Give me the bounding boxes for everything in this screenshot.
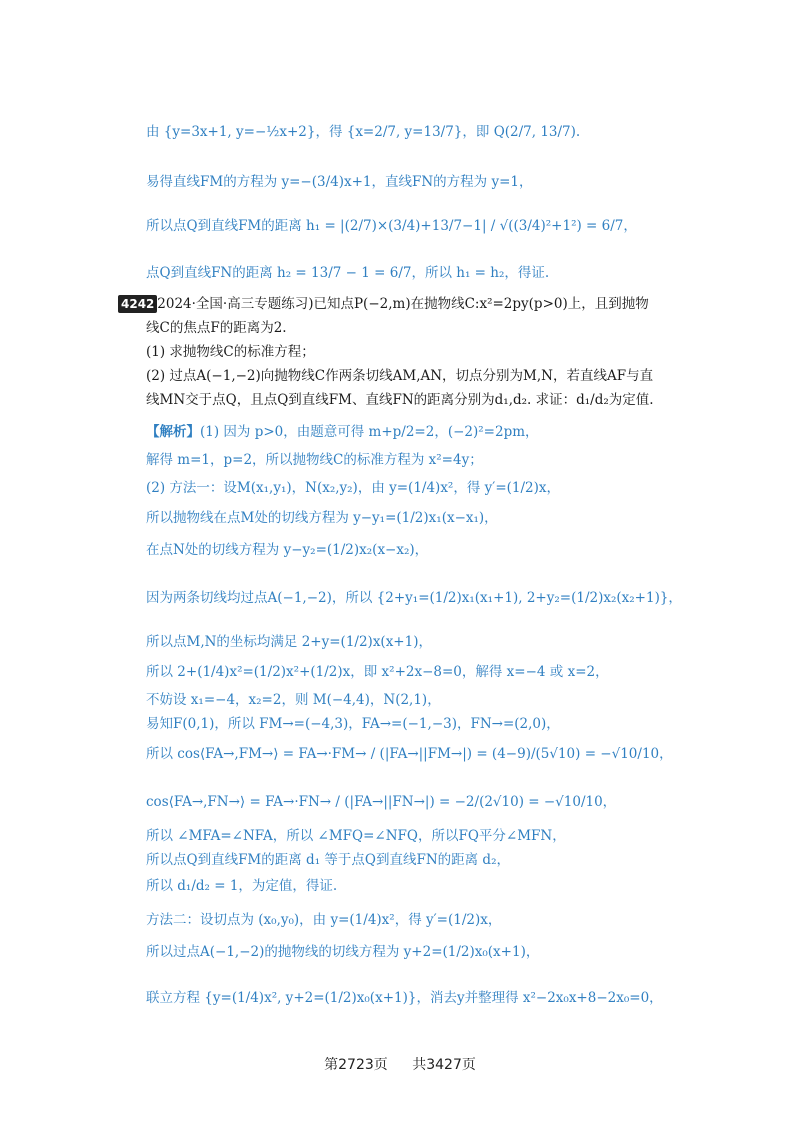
- analysis-line-7: 所以点M,N的坐标均满足 2+y=(1/2)x(x+1)，: [146, 634, 432, 650]
- analysis-line-10: 易知F(0,1)，所以 FM→=(−4,3)，FA→=(−1,−3)，FN→=(2,0)，: [146, 716, 560, 732]
- analysis-line-14: 所以点Q到直线FM的距离 d₁ 等于点Q到直线FN的距离 d₂，: [146, 852, 510, 868]
- page-total: 共3427页: [412, 1057, 476, 1073]
- question-line-2: 线C的焦点F的距离为2.: [146, 320, 287, 336]
- analysis-line-3: (2) 方法一：设M(x₁,y₁)，N(x₂,y₂)，由 y=(1/4)x²，得 y′=(1/2)x，: [146, 480, 561, 496]
- question-line-5: 线MN交于点Q，且点Q到直线FM、直线FN的距离分别为d₁,d₂. 求证：d₁/d₂为定值.: [146, 392, 654, 408]
- analysis-line-18: 联立方程 {y=(1/4)x², y+2=(1/2)x₀(x+1)}，消去y并整理得 x²−2x₀x+8−2x₀=0，: [146, 990, 663, 1006]
- analysis-line-16: 方法二：设切点为 (x₀,y₀)，由 y=(1/4)x²，得 y′=(1/2)x，: [146, 912, 502, 928]
- analysis-line-1: [146, 422, 539, 442]
- analysis-line-9: 不妨设 x₁=−4，x₂=2，则 M(−4,4)，N(2,1)，: [146, 692, 441, 708]
- prev-solution-line-4: 点Q到直线FN的距离 h₂ = 13/7 − 1 = 6/7，所以 h₁ = h₂，得证.: [146, 265, 550, 281]
- analysis-line-2: 解得 m=1，p=2，所以抛物线C的标准方程为 x²=4y；: [146, 452, 483, 468]
- analysis-text-1: (1) 因为 p>0，由题意可得 m+p/2=2，(−2)²=2pm，: [200, 424, 539, 440]
- prev-solution-line-2: 易得直线FM的方程为 y=−(3/4)x+1，直线FN的方程为 y=1，: [146, 174, 533, 190]
- analysis-line-8: 所以 2+(1/4)x²=(1/2)x²+(1/2)x，即 x²+2x−8=0，解得 x=−4 或 x=2，: [146, 664, 609, 680]
- analysis-line-5: 在点N处的切线方程为 y−y₂=(1/2)x₂(x−x₂)，: [146, 542, 429, 558]
- question-line-3: (1) 求抛物线C的标准方程；: [146, 344, 315, 360]
- analysis-line-17: 所以过点A(−1,−2)的抛物线的切线方程为 y+2=(1/2)x₀(x+1)，: [146, 944, 540, 960]
- question-line-4: (2) 过点A(−1,−2)向抛物线C作两条切线AM,AN，切点分别为M,N，若直线AF与直: [146, 368, 654, 384]
- analysis-line-11: 所以 cos⟨FA→,FM→⟩ = FA→·FM→ / (|FA→||FM→|) = (4−9)/(5√10) = −√10/10，: [146, 746, 673, 762]
- question-number-badge: 4242: [118, 295, 157, 313]
- page-footer: [0, 1054, 800, 1074]
- analysis-line-15: 所以 d₁/d₂ = 1，为定值，得证.: [146, 878, 338, 894]
- analysis-line-4: 所以抛物线在点M处的切线方程为 y−y₁=(1/2)x₁(x−x₁)，: [146, 510, 498, 526]
- question-line-1: (2024·全国·高三专题练习)已知点P(−2,m)在抛物线C:x²=2py(p>0)上，且到抛物: [152, 296, 649, 312]
- analysis-line-12: cos⟨FA→,FN→⟩ = FA→·FN→ / (|FA→||FN→|) = −2/(2√10) = −√10/10，: [146, 794, 617, 810]
- analysis-line-6: 因为两条切线均过点A(−1,−2)，所以 {2+y₁=(1/2)x₁(x₁+1), 2+y₂=(1/2)x₂(x₂+1)}，: [146, 590, 682, 606]
- page-number: 第2723页: [324, 1057, 388, 1073]
- prev-solution-line-3: 所以点Q到直线FM的距离 h₁ = |(2/7)×(3/4)+13/7−1| / √((3/4)²+1²) = 6/7，: [146, 218, 637, 234]
- analysis-tag: 【解析】: [146, 424, 200, 440]
- analysis-line-13: 所以 ∠MFA=∠NFA，所以 ∠MFQ=∠NFQ，所以FQ平分∠MFN，: [146, 828, 566, 844]
- prev-solution-line-1: 由 {y=3x+1, y=−½x+2}，得 {x=2/7, y=13/7}，即 Q(2/7, 13/7).: [146, 124, 581, 140]
